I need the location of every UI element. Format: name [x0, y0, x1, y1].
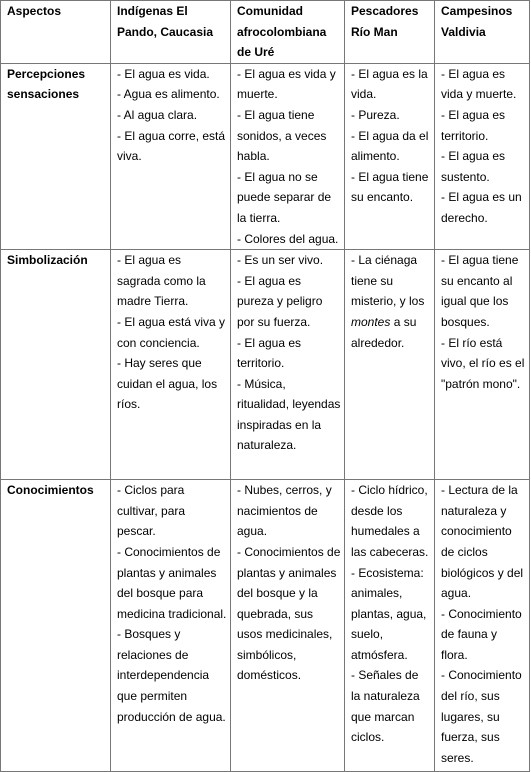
italic-text: montes — [351, 314, 391, 329]
column-header-indigenas: Indígenas El Pando, Caucasia — [111, 1, 231, 64]
list-item: - El agua es vida y muerte. — [441, 66, 517, 102]
row-header-conocimientos: Conocimientos — [1, 480, 111, 772]
list-item: - El agua es sustento. — [441, 149, 506, 184]
table-cell — [435, 480, 530, 772]
list-item: - El agua es pureza y peligro por su fuerza. — [237, 273, 323, 329]
table-cell — [345, 250, 435, 480]
list-item: - El agua corre, está viva. — [117, 128, 226, 164]
list-item-text: a su alrededor. — [351, 314, 417, 350]
list-item: - El agua está viva y con conciencia. — [117, 314, 226, 350]
list-item: - Al agua clara. — [117, 107, 198, 122]
table-cell — [111, 63, 231, 249]
table-cell — [111, 480, 231, 772]
list-item: - Ciclos para cultivar, para pescar. — [117, 483, 186, 539]
table-cell — [111, 250, 231, 480]
list-item: - Conocimientos de plantas y animales del bosque y la quebrada, sus usos medicinales, simbólicos, domésticos. — [237, 544, 341, 683]
list-item: - El agua es territorio. — [237, 335, 302, 371]
list-item: - Señales de la naturaleza que marcan ciclos. — [351, 668, 420, 745]
list-item: - Música, ritualidad, leyendas inspiradas en la naturaleza. — [237, 376, 341, 453]
list-item: - Pureza. — [351, 107, 400, 122]
list-item: - Colores del agua. — [237, 231, 339, 246]
table-row — [1, 480, 530, 772]
list-item: - El agua es territorio. — [441, 107, 506, 143]
table-row — [1, 250, 530, 480]
list-item: - El agua es un derecho. — [441, 190, 522, 225]
list-item: - Conocimiento de fauna y flora. — [441, 606, 522, 662]
list-item: - Lectura de la naturaleza y conocimiento de ciclos biológicos y del agua. — [441, 483, 524, 601]
list-item: - Agua es alimento. — [117, 87, 220, 102]
column-header-afrocolombiana: Comunidad afrocolombiana de Uré — [231, 1, 345, 64]
list-item: - Ciclo hídrico, desde los humedales a las cabeceras. — [351, 483, 429, 559]
table-row — [1, 63, 530, 249]
table-cell — [231, 250, 345, 480]
table-cell — [231, 63, 345, 249]
list-item: - Es un ser vivo. — [237, 253, 324, 268]
header-row — [1, 1, 530, 64]
list-item: - Hay seres que cuidan el agua, los ríos. — [117, 356, 218, 412]
list-item: - El agua tiene su encanto al igual que los bosques. — [441, 253, 519, 329]
list-item — [351, 250, 431, 353]
list-item: - Bosques y relaciones de interdependencia que permiten producción de agua. — [117, 627, 226, 724]
column-header-aspectos: Aspectos — [1, 1, 111, 64]
list-item: - El agua es sagrada como la madre Tierra. — [117, 253, 206, 309]
list-item: - El río está vivo, el río es el "patrón mono". — [441, 335, 525, 391]
list-item: - El agua tiene sonidos, a veces habla. — [237, 107, 327, 164]
table-cell — [345, 480, 435, 772]
table-cell — [435, 250, 530, 480]
list-item: - El agua no se puede separar de la tierra. — [237, 169, 332, 225]
list-item-text: - La ciénaga tiene su misterio, y los — [351, 253, 425, 309]
list-item: - El agua da el alimento. — [351, 128, 429, 164]
list-item: - Ecosistema: animales, plantas, agua, suelo, atmósfera. — [351, 565, 427, 662]
list-item: - Conocimientos de plantas y animales del bosque para medicina tradicional. — [117, 544, 227, 621]
column-header-pescadores: Pescadores Río Man — [345, 1, 435, 64]
table-cell — [435, 63, 530, 249]
list-item: - Nubes, cerros, y nacimientos de agua. — [237, 483, 332, 539]
list-item: - El agua tiene su encanto. — [351, 169, 429, 205]
table-cell — [345, 63, 435, 249]
column-header-campesinos: Campesinos Valdivia — [435, 1, 530, 64]
list-item: - El agua es vida y muerte. — [237, 66, 336, 102]
list-item: - El agua es vida. — [117, 66, 210, 81]
row-header-simbolizacion: Simbolización — [1, 250, 111, 480]
table-cell — [231, 480, 345, 772]
list-item: - Conocimiento del río, sus lugares, su fuerza, sus seres. — [441, 668, 522, 765]
row-header-percepciones: Percepciones sensaciones — [1, 63, 111, 249]
list-item: - El agua es la vida. — [351, 66, 428, 102]
